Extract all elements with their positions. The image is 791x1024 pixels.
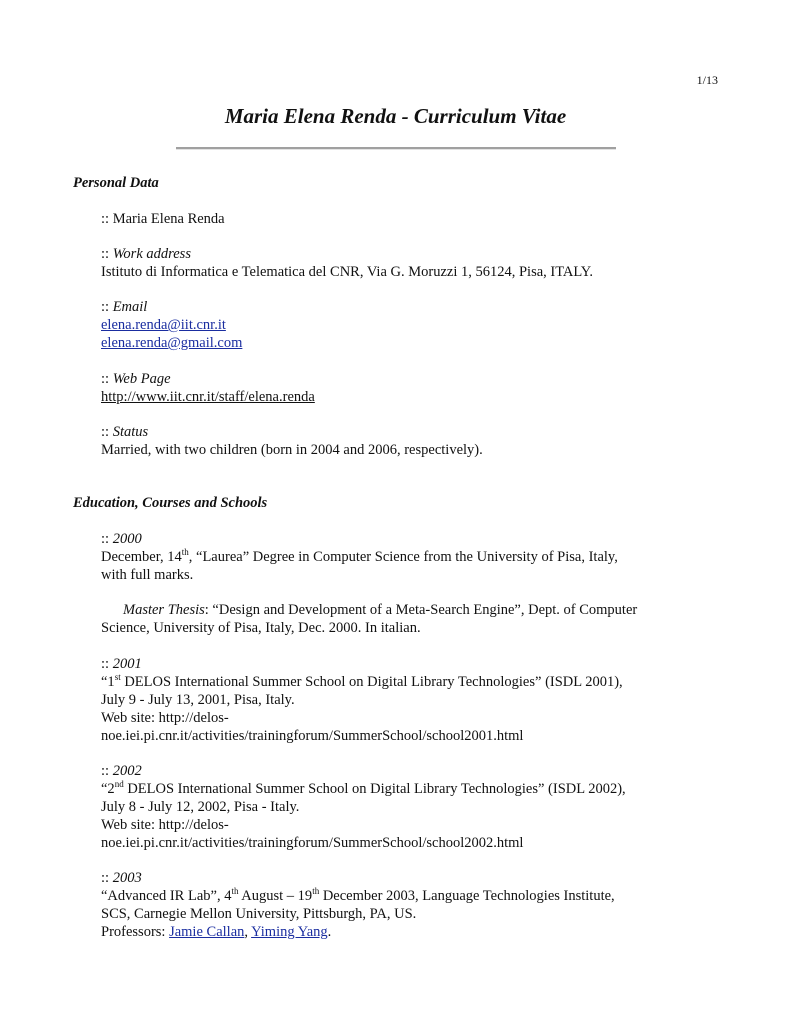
education-2001 (101, 655, 681, 745)
bullet-prefix: :: (101, 763, 113, 779)
web-page-link[interactable]: http://www.iit.cnr.it/staff/elena.renda (101, 389, 315, 405)
work-address-text: Istituto di Informatica e Telematica del CNR, Via G. Moruzzi 1, 56124, Pisa, ITALY. (101, 264, 594, 280)
email-label: Email (112, 299, 148, 315)
bullet-prefix: :: (101, 424, 113, 440)
school-2002-website-label: Web site: http://delos- (101, 817, 229, 833)
school-2002-website-url: noe.iei.pi.cnr.it/activities/trainingforum/SummerSchool/school2002.html (101, 835, 524, 851)
page-number: 1/13 (696, 73, 718, 87)
school-2001-line-1: “1st DELOS International Summer School on Digital Library Technologies” (ISDL 2001), (101, 672, 623, 690)
bullet-prefix: :: (101, 371, 113, 387)
thesis-title: : “Design and Development of a Meta-Search Engine”, Dept. of Computer (204, 602, 638, 618)
school-2002-line-1: “2nd DELOS International Summer School on Digital Library Technologies” (ISDL 2002), (101, 779, 626, 797)
status-label: Status (112, 424, 149, 440)
professors-label: Professors: (101, 924, 170, 940)
professor-link-yiming-yang[interactable]: Yiming Yang (251, 924, 328, 940)
degree-line-2: with full marks. (101, 567, 194, 583)
personal-name (101, 210, 681, 228)
education-2000 (101, 530, 681, 584)
degree-line-1: December, 14th, “Laurea” Degree in Computer Science from the University of Pisa, Italy, (101, 547, 618, 565)
bullet-prefix: :: (101, 299, 113, 315)
thesis-label: Master Thesis (123, 602, 205, 618)
school-2002-dates: July 8 - July 12, 2002, Pisa - Italy. (101, 799, 300, 815)
education-2003 (101, 869, 681, 941)
professors-line: Professors: Jamie Callan, Yiming Yang. (101, 924, 332, 940)
work-address-block (101, 245, 681, 281)
email-link-iit[interactable]: elena.renda@iit.cnr.it (101, 317, 226, 333)
document-title: Maria Elena Renda - Curriculum Vitae (224, 104, 567, 128)
bullet-prefix: :: (101, 656, 113, 672)
year-label: 2000 (112, 531, 142, 547)
year-label: 2001 (112, 656, 142, 672)
work-address-label: Work address (112, 246, 191, 262)
school-2001-website-url: noe.iei.pi.cnr.it/activities/trainingforum/SummerSchool/school2001.html (101, 728, 524, 744)
web-page-label: Web Page (112, 371, 171, 387)
web-page-block (101, 370, 681, 406)
master-thesis (101, 601, 681, 637)
title-divider (176, 147, 616, 150)
bullet-prefix: :: (101, 531, 113, 547)
ir-lab-line-2: SCS, Carnegie Mellon University, Pittsburgh, PA, US. (101, 906, 417, 922)
bullet-prefix: :: (101, 211, 113, 227)
status-block (101, 423, 681, 459)
bullet-prefix: :: (101, 246, 113, 262)
section-heading-personal-data: Personal Data (73, 175, 159, 191)
thesis-details: Science, University of Pisa, Italy, Dec. 2000. In italian. (101, 620, 421, 636)
status-text: Married, with two children (born in 2004 and 2006, respectively). (101, 442, 483, 458)
section-heading-education: Education, Courses and Schools (73, 495, 268, 511)
ir-lab-line-1: “Advanced IR Lab”, 4th August – 19th December 2003, Language Technologies Institute, (101, 886, 615, 904)
email-block (101, 298, 681, 352)
professor-link-jamie-callan[interactable]: Jamie Callan (169, 924, 245, 940)
year-label: 2002 (112, 763, 142, 779)
school-2001-dates: July 9 - July 13, 2001, Pisa, Italy. (101, 692, 295, 708)
education-2002 (101, 762, 681, 852)
school-2001-website-label: Web site: http://delos- (101, 710, 229, 726)
email-link-gmail[interactable]: elena.renda@gmail.com (101, 335, 243, 351)
person-name: Maria Elena Renda (112, 211, 225, 227)
bullet-prefix: :: (101, 870, 113, 886)
year-label: 2003 (112, 870, 142, 886)
